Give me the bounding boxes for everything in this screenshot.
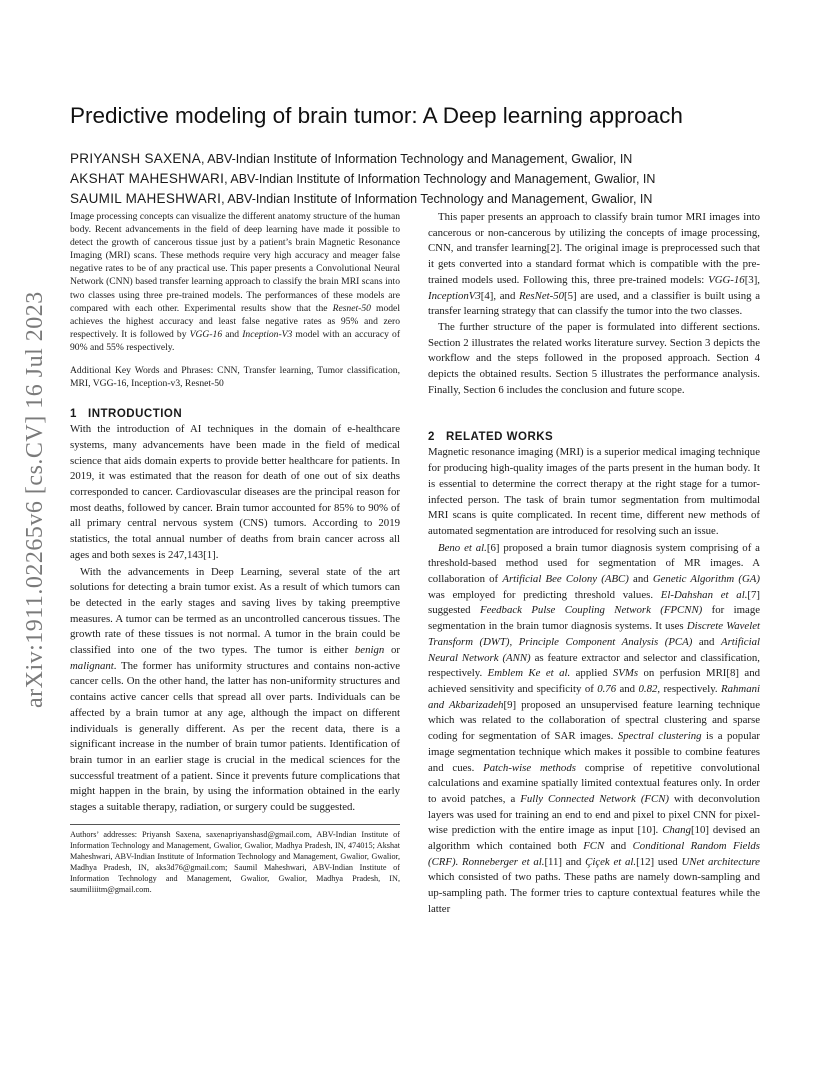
author-entry [70, 149, 770, 169]
author-addresses-footnote: Authors’ addresses: Priyansh Saxena, saxenapriyanshasd@gmail.com, ABV-Indian Institute of Information Technology and Management, Gwalior, Gwalior, Madhya Pradesh, IN, 474015; Akshat Maheshwari, ABV-Indian Institute of Information Technology and Management, Gwalior, Gwalior, Madhya Pradesh, IN, aks3d76@gmail.com; Saumil Maheshwari, ABV-Indian Institute of Information Technology and Management, Gwalior, Gwalior, Madhya Pradesh, IN, saumiliiitm@gmail.com. [70, 829, 400, 895]
paragraph-segment: This paper presents an approach to classify brain tumor MRI images into cancerous or non-cancerous by utilizing the concepts of image processing, CNN, and transfer learning[2]. The original image is preprocessed such that it gets converted into a standard format which is compatible with the pre-trained models used. Following this, three pre-trained models: [428, 211, 760, 286]
paragraph-emphasis: InceptionV3 [428, 289, 481, 302]
paragraph-segment: and [692, 635, 721, 648]
paragraph-segment: for image segmentation in the brain tumor diagnosis systems. It uses [428, 604, 761, 633]
section-heading-related-works [428, 429, 760, 445]
footnote-divider [70, 824, 400, 825]
abstract-text [70, 210, 400, 354]
section-title: INTRODUCTION [88, 408, 183, 421]
paragraph-emphasis: FCN [583, 840, 605, 853]
paragraph-emphasis: ResNet-50 [519, 289, 565, 302]
left-column [70, 210, 400, 895]
paragraph-emphasis: VGG-16 [708, 273, 745, 286]
abstract-emphasis: VGG-16 [189, 328, 223, 340]
paragraph-emphasis: Spectral clustering [617, 730, 702, 743]
paragraph-emphasis: Genetic Algorithm (GA) [652, 573, 760, 586]
right-column [428, 210, 760, 918]
paragraph-emphasis: SVMs [612, 667, 639, 680]
paragraph-segment: [12] used [636, 855, 682, 868]
paragraph-segment: [5] are used, and a classifier is built using a transfer learning strategy that can classify the tumor into the two classes. [428, 289, 761, 318]
paragraph-segment: [7] suggested [428, 588, 760, 617]
paragraph-emphasis: benign [354, 644, 385, 657]
paper-title: Predictive modeling of brain tumor: A Deep learning approach [70, 103, 683, 128]
paragraph-emphasis: Chang [662, 824, 691, 837]
author-affiliation: , ABV-Indian Institute of Information Technology and Management, Gwalior, IN [224, 172, 656, 186]
intro-paragraph-2 [70, 565, 400, 816]
author-entry [70, 189, 770, 209]
paragraph-segment: , respectively. [657, 682, 721, 695]
author-name: AKSHAT MAHESHWARI [70, 171, 225, 186]
abstract-segment: model with an accuracy of 90% and 55% respectively. [70, 328, 401, 353]
paragraph-segment: [9] proposed an unsupervised feature learning technique which was related to the collaboration of spectral clustering and sparse coding for segmentation of SAR images. [428, 698, 760, 743]
paragraph-emphasis: Fully Connected Network (FCN) [520, 792, 670, 805]
paragraph-segment: and [604, 840, 633, 853]
section-heading-introduction [70, 406, 400, 422]
section-number: 2 [428, 431, 435, 444]
paragraph-segment: and [628, 573, 653, 586]
paragraph-emphasis: UNet architecture [681, 855, 760, 868]
author-list [70, 149, 770, 209]
arxiv-identifier-stamp: arXiv:1911.02265v6 [cs.CV] 16 Jul 2023 [22, 291, 48, 709]
paragraph-segment: or [384, 644, 400, 657]
intro-paragraph-1: With the introduction of AI techniques in the domain of e-healthcare systems, many advancements have been made in the field of medical science that aids domain experts to provide better healthcare for patients. In 2019, it was estimated that the reason for death of one out of six deaths corresponded to cancer. Cardiovascular diseases are the principal reason for most deaths, followed by cancer. Brain tumor accounted for 85% to 90% of all primary central nervous system (CNS) tumors. According to 2019 statistics, the total annual number of deaths from brain cancer across all ages and both sexes is 247,143[1]. [70, 423, 400, 561]
paragraph-emphasis: Feedback Pulse Coupling Network (FPCNN) [479, 604, 703, 617]
paragraph-emphasis: malignant [70, 659, 114, 672]
paragraph-emphasis: Rahmani and Akbarizadeh [428, 682, 760, 711]
paragraph-segment: [6] proposed a brain tumor diagnosis system comprising of a threshold-based method used for segmentation of MR images. A collaboration of [428, 541, 760, 586]
paragraph-segment: applied [570, 667, 613, 680]
paragraph-emphasis: Çiçek et al. [585, 855, 637, 868]
paragraph-emphasis: El-Dahshan et al. [660, 588, 748, 601]
intro-paragraph-3 [428, 210, 760, 320]
abstract-emphasis: Inception-V3 [242, 328, 293, 340]
related-paragraph-2 [428, 541, 760, 918]
section-number: 1 [70, 408, 77, 421]
paragraph-emphasis: 0.82 [638, 682, 658, 695]
abstract-segment: and [222, 328, 243, 340]
paragraph-emphasis: Patch-wise methods [483, 761, 576, 774]
related-paragraph-1: Magnetic resonance imaging (MRI) is a superior medical imaging technique for producing high-quality images of the parts present in the human body. It is essential to determine the correct therapy at the right stage for a tumor-infected person. The task of brain tumor segmentation from multimodal MRI scans is quite complicated. In recent time, different new methods of automated segmentation are introduced for resolving such an issue. [428, 446, 760, 537]
paragraph-emphasis: Emblem Ke et al. [487, 667, 571, 680]
abstract-segment: model achieves the highest accuracy and least false negative rates as 95% and zero respectively. It is followed by [70, 302, 400, 340]
paragraph-segment: . The former has uniformity structures and contains non-active cancer cells. On the other hand, the latter has non-uniformity structures and contains active cancer cells that spread all over parts. Individuals can be affected by a brain tumor at any age, although the impact on different individuals is generally different. As per the recent data, there is a significant increase in the number of brain tumor patients. Identification of brain tumor in an earlier stage is crucial in the medical sciences for the successful treatment of a patient. Since it prevents future complications that might happen in the brain, by using the information obtained in the early stages a suitable therapy, radiation, or surgery could be suggested. [70, 659, 400, 814]
author-entry [70, 169, 770, 189]
abstract-emphasis: Resnet-50 [332, 302, 371, 314]
paragraph-segment: was employed for predicting threshold values. [428, 588, 661, 601]
paragraph-segment: [3], [744, 273, 760, 286]
paragraph-emphasis: Artificial Neural Network (ANN) [428, 635, 760, 664]
paragraph-segment: on perfusion MRI[8] and achieved sensitivity and specificity of [428, 667, 760, 695]
paragraph-emphasis: Discrete Wavelet Transform (DWT), Principle Component Analysis (PCA) [428, 620, 761, 648]
intro-paragraph-4: The further structure of the paper is formulated into different sections. Section 2 illustrates the related works literature survey. Section 3 depicts the workflow and the steps followed in the proposed approach. Section 4 depicts the obtained results. Section 5 illustrates the performance analysis. Finally, Section 6 includes the conclusion and future scope. [428, 320, 760, 396]
paragraph-segment: as feature extractor and selector and classification, respectively. [428, 651, 760, 680]
paragraph-segment: and [616, 682, 639, 695]
paragraph-segment: [11] and [544, 855, 586, 868]
paragraph-emphasis: Artificial Bee Colony (ABC) [502, 573, 629, 586]
paragraph-emphasis: Conditional Random Fields (CRF). Ronneberger et al. [428, 840, 760, 868]
paragraph-segment: is a popular image segmentation technique which makes it possible to combine features and cues. [428, 730, 760, 774]
paragraph-segment: [10] devised an algorithm which contained both [428, 824, 761, 853]
author-affiliation: , ABV-Indian Institute of Information Technology and Management, Gwalior, IN [201, 152, 633, 166]
paragraph-emphasis: Beno et al. [438, 541, 487, 554]
paragraph-segment: comprise of repetitive convolutional calculations and examine spatially limited contextual features only. In order to avoid patches, a [428, 761, 760, 805]
paragraph-segment: with deconvolution layers was used for training an end to end and pixel to pixel CNN for pixel-wise prediction with the entire image as input [10]. [428, 792, 760, 837]
abstract [70, 210, 400, 354]
paragraph-segment: [4], and [480, 289, 520, 302]
paragraph-emphasis: 0.76 [597, 682, 617, 695]
author-name: SAUMIL MAHESHWARI [70, 191, 222, 206]
author-name: PRIYANSH SAXENA [70, 151, 202, 166]
abstract-segment: Image processing concepts can visualize the different anatomy structure of the human body. Recent advancements in the field of deep learning have made it possible to detect the growth of cancerous tissue just by a patient’s brain Magnetic Resonance Imaging (MRI) scans. These methods require very high accuracy and meager false negative rates to be of any practical use. This paper presents a Convolutional Neural Network (CNN) based transfer learning approach to classify the brain MRI scans into two classes using three pre-trained models. The performances of these models are compared with each other. Experimental results show that the [70, 211, 400, 314]
paragraph-segment: which consisted of two paths. These paths are namely down-sampling and up-sampling path. The former tries to capture contextual features while the latter [428, 871, 760, 915]
section-title: RELATED WORKS [446, 431, 554, 444]
author-affiliation: , ABV-Indian Institute of Information Technology and Management, Gwalior, IN [221, 192, 653, 206]
paragraph-segment: With the advancements in Deep Learning, several state of the art solutions for detecting a brain tumor exist. As a result of which tumors can be detected in the early stages and saving lives by taking preemptive measures. A tumor can be termed as an uncontrolled cancerous tissues. The growth rate of these tissues is not normal. A tumor in the brain could be classified into one of the two types. The tumor is either [70, 565, 400, 657]
keywords: Additional Key Words and Phrases: CNN, Transfer learning, Tumor classification, MRI, VGG-16, Inception-v3, Resnet-50 [70, 365, 400, 390]
